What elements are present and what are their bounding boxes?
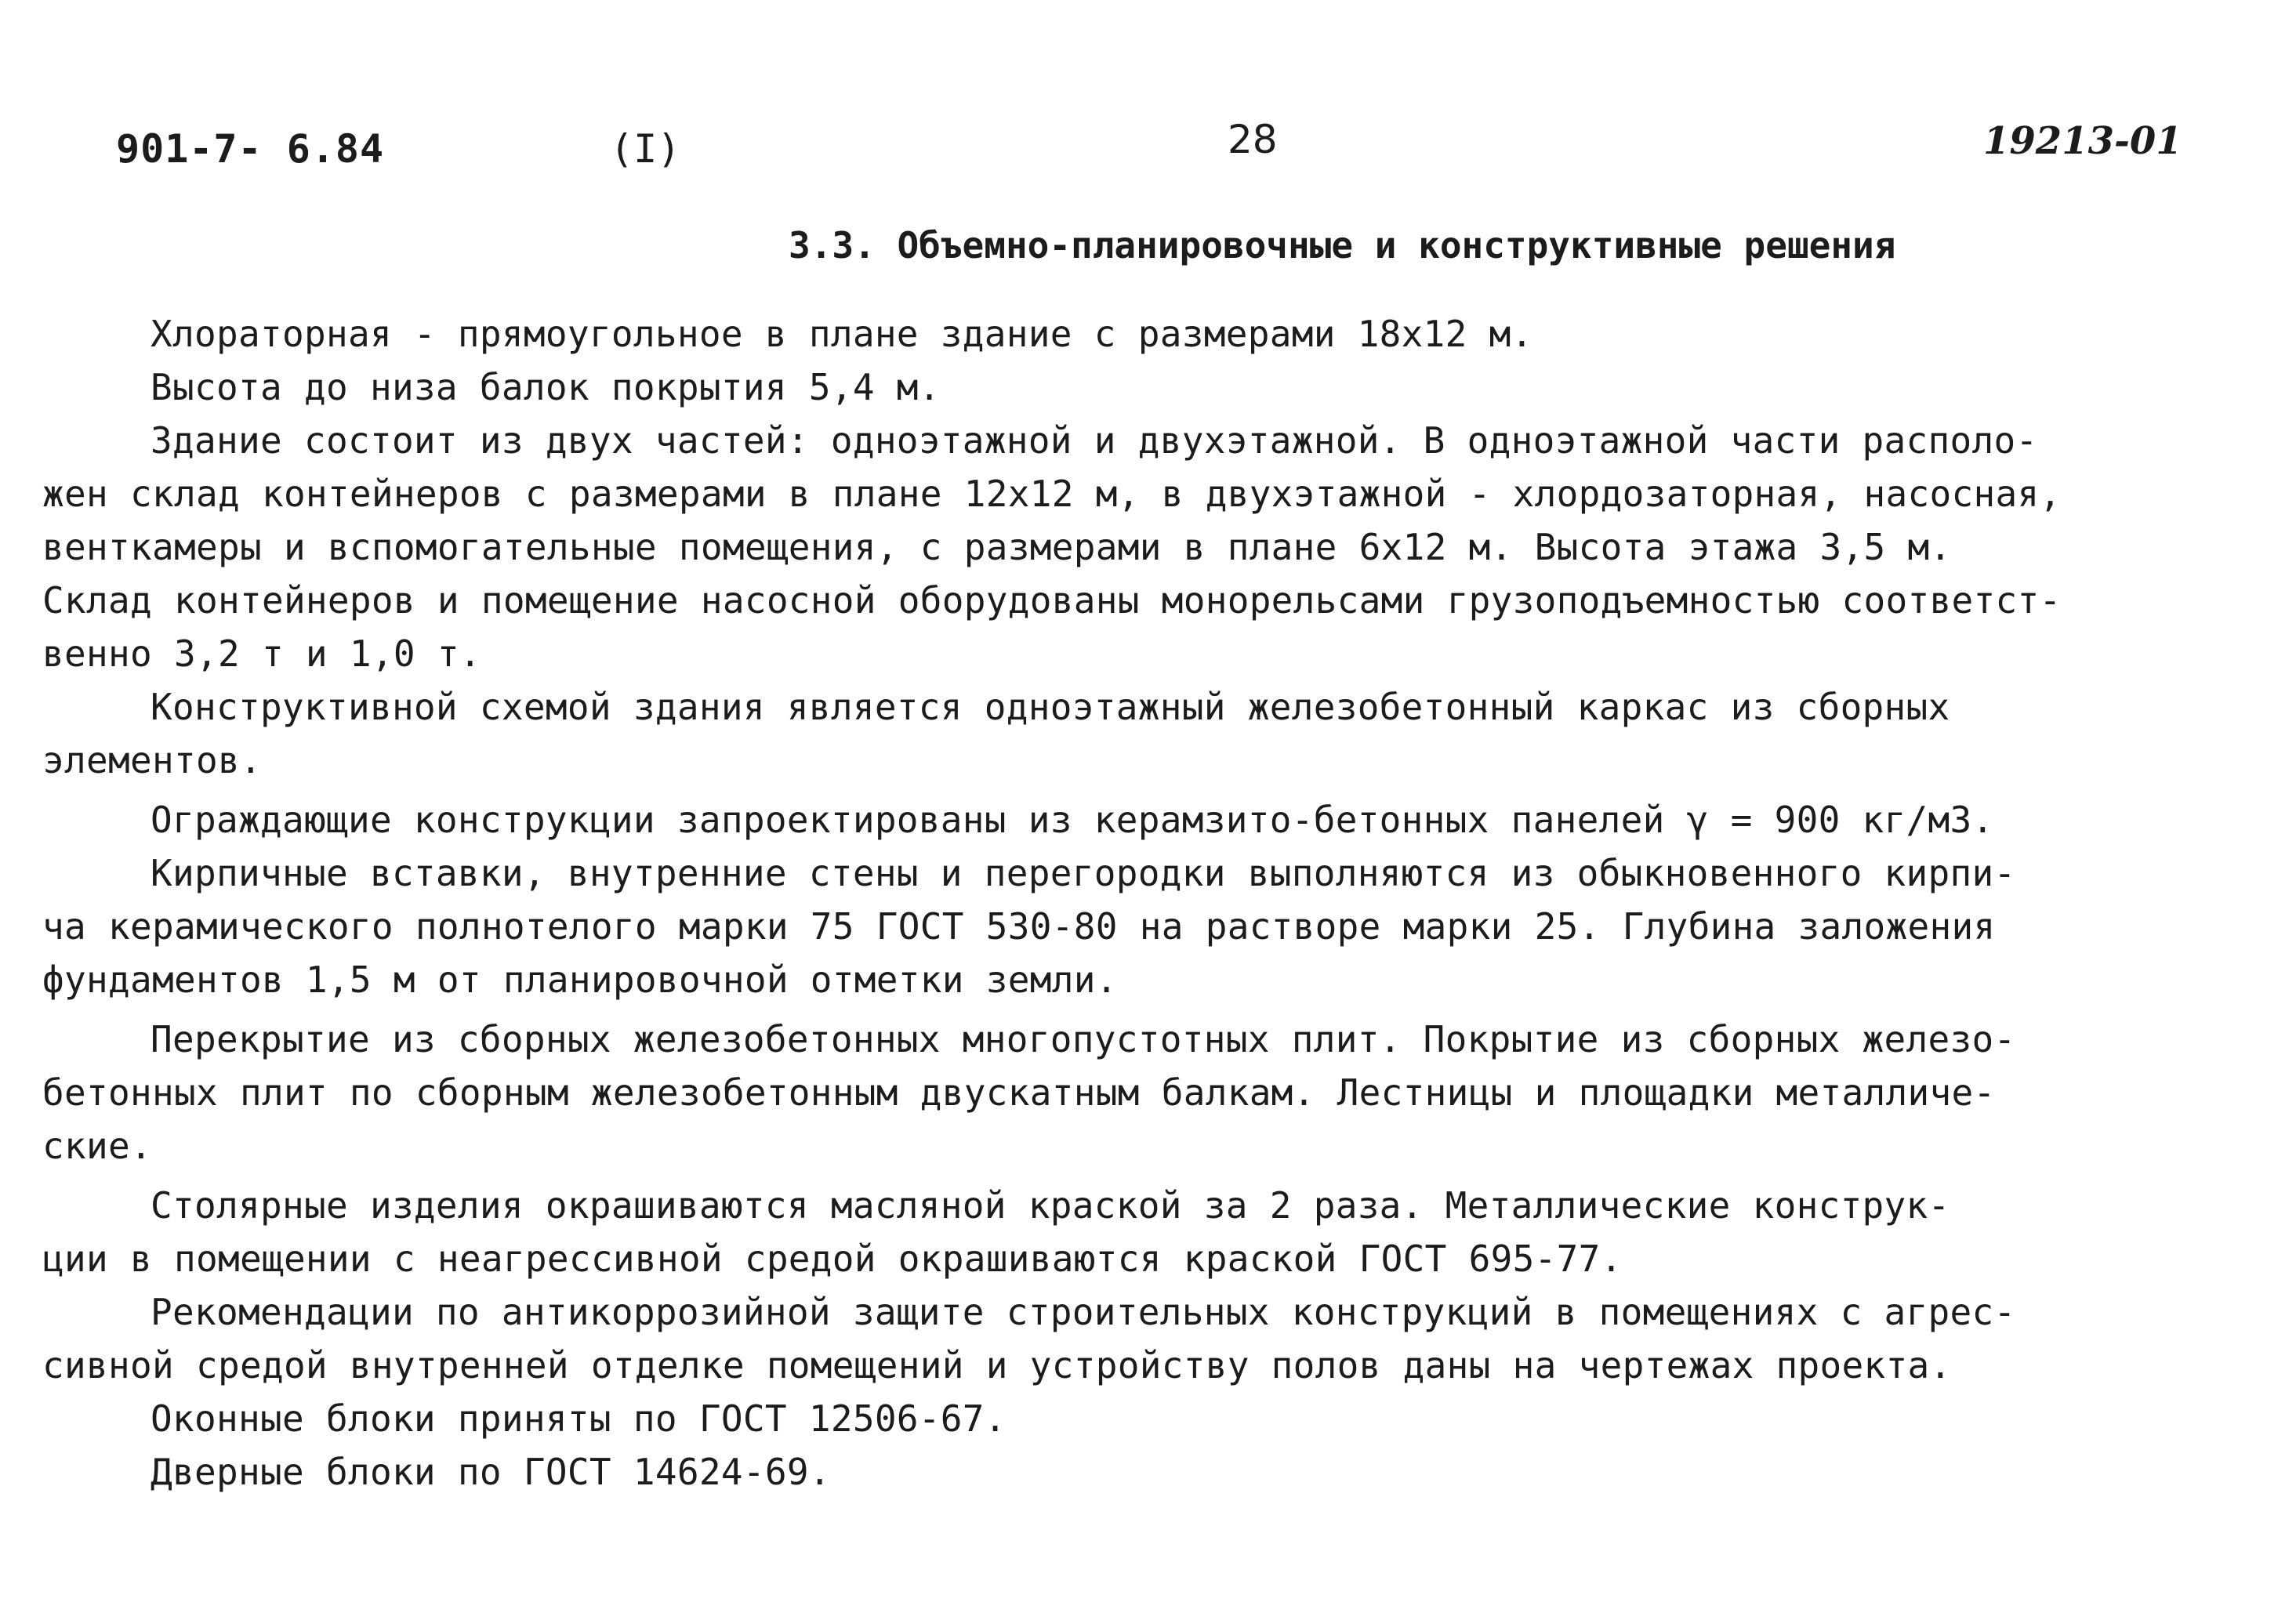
paragraph-line: сивной средой внутренней отделке помещений и устройству полов даны на чертежах проекта.	[42, 1344, 1952, 1386]
paragraph-line: элементов.	[42, 739, 262, 781]
paragraph-line: Склад контейнеров и помещение насосной оборудованы монорельсами грузоподъемностью соответст-	[42, 579, 2062, 622]
paragraph-line: Хлораторная - прямоугольное в плане здание с размерами 18х12 м.	[151, 313, 1533, 355]
paragraph-line: Перекрытие из сборных железобетонных многопустотных плит. Покрытие из сборных железо-	[151, 1018, 2016, 1060]
paragraph-line: ские.	[42, 1125, 152, 1167]
paragraph-line: Рекомендации по антикоррозийной защите строительных конструкций в помещениях с агрес-	[151, 1291, 2016, 1333]
archive-number: 19213-01	[1983, 119, 2182, 163]
paragraph-line: Ограждающие конструкции запроектированы из керамзито-бетонных панелей γ = 900 кг/м3.	[151, 799, 1994, 841]
volume-number: (I)	[610, 126, 681, 172]
section-title: 3.3. Объемно-планировочные и конструктивные решения	[789, 224, 1896, 266]
paragraph-line: ча керамического полнотелого марки 75 ГОСТ 530-80 на растворе марки 25. Глубина заложения	[42, 905, 1996, 948]
paragraph-line: Конструктивной схемой здания является одноэтажный железобетонный каркас из сборных	[151, 686, 1950, 728]
paragraph-line: ции в помещении с неагрессивной средой окрашиваются краской ГОСТ 695-77.	[42, 1238, 1623, 1280]
page-number: 28	[1228, 117, 1278, 162]
paragraph-line: Кирпичные вставки, внутренние стены и перегородки выполняются из обыкновенного кирпи-	[151, 852, 2016, 894]
paragraph-line: жен склад контейнеров с размерами в плане 12х12 м, в двухэтажной - хлордозаторная, насосная,	[42, 473, 2062, 515]
paragraph-line: Оконные блоки приняты по ГОСТ 12506-67.	[151, 1397, 1007, 1440]
paragraph-line: Столярные изделия окрашиваются масляной краской за 2 раза. Металлические конструк-	[151, 1184, 1950, 1227]
paragraph-line: венно 3,2 т и 1,0 т.	[42, 632, 481, 675]
body-text	[42, 307, 2189, 1499]
paragraph-line: бетонных плит по сборным железобетонным двускатным балкам. Лестницы и площадки металличе-	[42, 1071, 1996, 1114]
paragraph-line: Дверные блоки по ГОСТ 14624-69.	[151, 1451, 831, 1493]
paragraph-line: Здание состоит из двух частей: одноэтажной и двухэтажной. В одноэтажной части располо-	[151, 419, 2038, 462]
paragraph-line: венткамеры и вспомогательные помещения, с размерами в плане 6х12 м. Высота этажа 3,5 м.	[42, 526, 1952, 568]
paragraph-line: фундаментов 1,5 м от планировочной отметки земли.	[42, 959, 1118, 1001]
paragraph-line: Высота до низа балок покрытия 5,4 м.	[151, 366, 941, 408]
document-code: 901-7- 6.84	[116, 126, 385, 172]
